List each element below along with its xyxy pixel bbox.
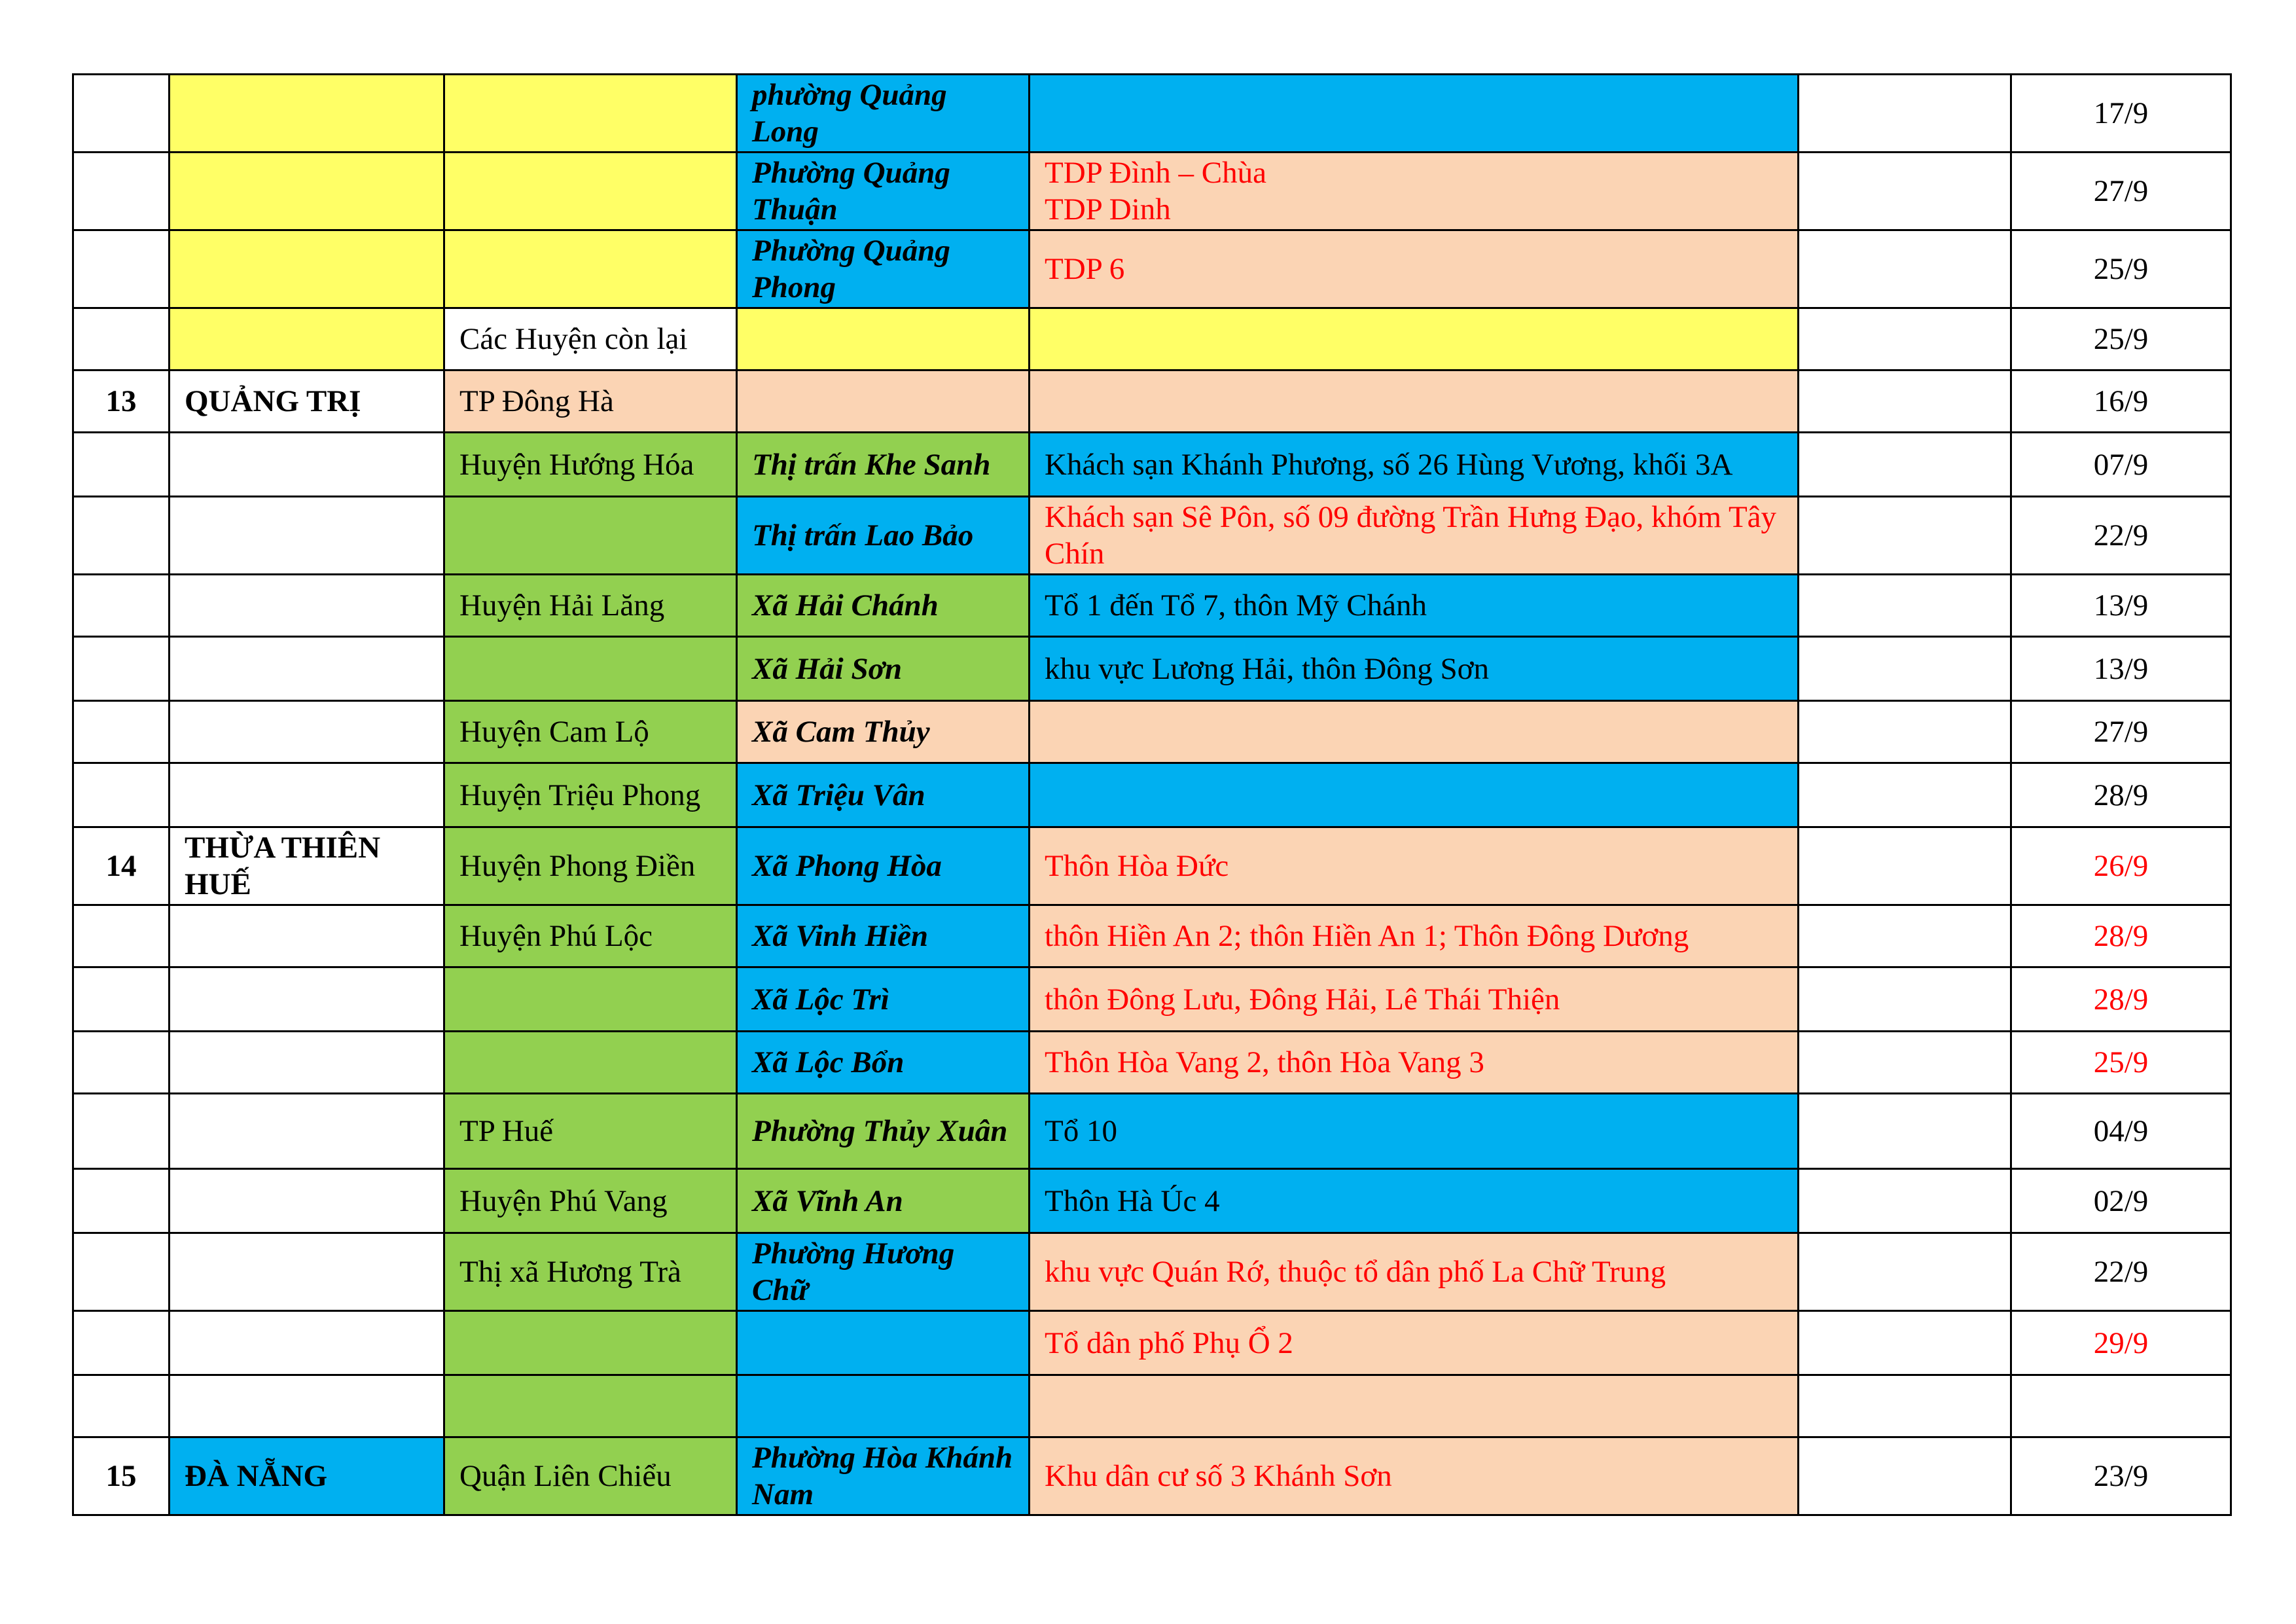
ward-cell: Phường Quảng Phong bbox=[737, 230, 1030, 308]
province-cell bbox=[170, 1375, 444, 1437]
stt-cell bbox=[73, 497, 170, 575]
location-cell bbox=[1030, 1169, 1799, 1233]
ward-cell: Thị trấn Lao Bảo bbox=[737, 497, 1030, 575]
location-cell bbox=[1030, 575, 1799, 637]
district-cell: TP Đông Hà bbox=[444, 370, 737, 433]
stt-cell bbox=[73, 433, 170, 497]
table-row bbox=[73, 701, 2231, 763]
table-row bbox=[73, 1169, 2231, 1233]
province-cell bbox=[170, 1032, 444, 1094]
ward-cell: Phường Quảng Thuận bbox=[737, 153, 1030, 230]
stt-cell bbox=[73, 701, 170, 763]
date-cell: 28/9 bbox=[2011, 967, 2231, 1032]
empty-cell bbox=[1799, 827, 2011, 905]
district-cell bbox=[444, 75, 737, 153]
ward-cell: Thị trấn Khe Sanh bbox=[737, 433, 1030, 497]
location-line: Tổ 1 đến Tổ 7, thôn Mỹ Chánh bbox=[1045, 588, 1427, 623]
stt-cell bbox=[73, 230, 170, 308]
province-cell bbox=[170, 905, 444, 967]
ward-cell: Xã Vinh Hiền bbox=[737, 905, 1030, 967]
empty-cell bbox=[1799, 370, 2011, 433]
date-cell: 25/9 bbox=[2011, 1032, 2231, 1094]
stt-cell bbox=[73, 905, 170, 967]
table-row bbox=[73, 637, 2231, 701]
empty-cell bbox=[1799, 1094, 2011, 1169]
stt-cell: 15 bbox=[73, 1437, 170, 1515]
location-line: Thôn Hà Úc 4 bbox=[1045, 1183, 1220, 1218]
location-cell bbox=[1030, 905, 1799, 967]
empty-cell bbox=[1799, 433, 2011, 497]
table-row bbox=[73, 370, 2231, 433]
stt-cell bbox=[73, 1094, 170, 1169]
table-row bbox=[73, 153, 2231, 230]
stt-cell bbox=[73, 1233, 170, 1311]
district-cell bbox=[444, 1032, 737, 1094]
date-cell: 25/9 bbox=[2011, 308, 2231, 370]
district-cell: Huyện Hướng Hóa bbox=[444, 433, 737, 497]
table-row bbox=[73, 763, 2231, 827]
location-cell bbox=[1030, 75, 1799, 153]
stt-cell: 13 bbox=[73, 370, 170, 433]
date-cell: 07/9 bbox=[2011, 433, 2231, 497]
district-cell: Quận Liên Chiểu bbox=[444, 1437, 737, 1515]
table-row bbox=[73, 1094, 2231, 1169]
location-cell bbox=[1030, 1233, 1799, 1311]
date-cell: 26/9 bbox=[2011, 827, 2231, 905]
stt-cell bbox=[73, 637, 170, 701]
stt-cell bbox=[73, 1032, 170, 1094]
empty-cell bbox=[1799, 75, 2011, 153]
date-cell: 13/9 bbox=[2011, 575, 2231, 637]
location-cell bbox=[1030, 1094, 1799, 1169]
province-cell bbox=[170, 575, 444, 637]
province-cell bbox=[170, 1094, 444, 1169]
location-line: Thôn Hòa Vang 2, thôn Hòa Vang 3 bbox=[1045, 1045, 1484, 1079]
date-cell: 22/9 bbox=[2011, 1233, 2231, 1311]
location-cell bbox=[1030, 763, 1799, 827]
ward-cell: Xã Hải Sơn bbox=[737, 637, 1030, 701]
table-row bbox=[73, 1311, 2231, 1375]
ward-cell: Phường Hương Chữ bbox=[737, 1233, 1030, 1311]
district-cell bbox=[444, 967, 737, 1032]
date-cell: 13/9 bbox=[2011, 637, 2231, 701]
district-cell bbox=[444, 497, 737, 575]
table-row bbox=[73, 308, 2231, 370]
table-row bbox=[73, 967, 2231, 1032]
empty-cell bbox=[1799, 763, 2011, 827]
stt-cell bbox=[73, 763, 170, 827]
province-cell bbox=[170, 153, 444, 230]
date-cell: 28/9 bbox=[2011, 763, 2231, 827]
district-cell bbox=[444, 1311, 737, 1375]
location-line: Tổ 10 bbox=[1045, 1114, 1117, 1148]
date-cell: 04/9 bbox=[2011, 1094, 2231, 1169]
province-cell bbox=[170, 308, 444, 370]
table-row bbox=[73, 1233, 2231, 1311]
location-cell bbox=[1030, 433, 1799, 497]
empty-cell bbox=[1799, 701, 2011, 763]
district-cell bbox=[444, 153, 737, 230]
empty-cell bbox=[1799, 1169, 2011, 1233]
location-line: Tổ dân phố Phụ Ổ 2 bbox=[1045, 1326, 1293, 1360]
table-row bbox=[73, 1032, 2231, 1094]
date-cell: 23/9 bbox=[2011, 1437, 2231, 1515]
table-row bbox=[73, 1375, 2231, 1437]
date-cell bbox=[2011, 1375, 2231, 1437]
ward-cell bbox=[737, 1311, 1030, 1375]
province-cell bbox=[170, 1233, 444, 1311]
location-line: Thôn Hòa Đức bbox=[1045, 849, 1229, 883]
ward-cell: Phường Thủy Xuân bbox=[737, 1094, 1030, 1169]
date-cell: 28/9 bbox=[2011, 905, 2231, 967]
ward-cell: Xã Hải Chánh bbox=[737, 575, 1030, 637]
table-row bbox=[73, 827, 2231, 905]
stt-cell bbox=[73, 308, 170, 370]
date-cell: 02/9 bbox=[2011, 1169, 2231, 1233]
ward-cell: Xã Vĩnh An bbox=[737, 1169, 1030, 1233]
table-row bbox=[73, 75, 2231, 153]
location-cell bbox=[1030, 1032, 1799, 1094]
location-line: Khu dân cư số 3 Khánh Sơn bbox=[1045, 1459, 1392, 1493]
date-cell: 16/9 bbox=[2011, 370, 2231, 433]
empty-cell bbox=[1799, 575, 2011, 637]
location-cell bbox=[1030, 827, 1799, 905]
district-cell: Huyện Phong Điền bbox=[444, 827, 737, 905]
table-row bbox=[73, 1437, 2231, 1515]
location-cell bbox=[1030, 370, 1799, 433]
ward-cell bbox=[737, 1375, 1030, 1437]
outbreak-locations-table bbox=[72, 73, 2232, 1516]
table-row bbox=[73, 230, 2231, 308]
empty-cell bbox=[1799, 967, 2011, 1032]
district-cell bbox=[444, 230, 737, 308]
empty-cell bbox=[1799, 497, 2011, 575]
district-cell: Huyện Hải Lăng bbox=[444, 575, 737, 637]
empty-cell bbox=[1799, 637, 2011, 701]
location-cell bbox=[1030, 967, 1799, 1032]
province-cell: THỪA THIÊN HUẾ bbox=[170, 827, 444, 905]
province-cell bbox=[170, 230, 444, 308]
empty-cell bbox=[1799, 905, 2011, 967]
location-line: khu vực Quán Rớ, thuộc tổ dân phố La Chữ Trung bbox=[1045, 1255, 1666, 1289]
location-line: TDP 6 bbox=[1045, 252, 1125, 286]
ward-cell: Phường Hòa Khánh Nam bbox=[737, 1437, 1030, 1515]
district-cell: Huyện Cam Lộ bbox=[444, 701, 737, 763]
empty-cell bbox=[1799, 1375, 2011, 1437]
province-cell bbox=[170, 1169, 444, 1233]
stt-cell bbox=[73, 75, 170, 153]
stt-cell bbox=[73, 1375, 170, 1437]
province-cell: QUẢNG TRỊ bbox=[170, 370, 444, 433]
empty-cell bbox=[1799, 1311, 2011, 1375]
ward-cell bbox=[737, 308, 1030, 370]
district-cell: Các Huyện còn lại bbox=[444, 308, 737, 370]
ward-cell: Xã Lộc Bổn bbox=[737, 1032, 1030, 1094]
stt-cell bbox=[73, 575, 170, 637]
province-cell bbox=[170, 497, 444, 575]
province-cell bbox=[170, 433, 444, 497]
province-cell bbox=[170, 1311, 444, 1375]
stt-cell bbox=[73, 153, 170, 230]
empty-cell bbox=[1799, 1233, 2011, 1311]
district-cell: Huyện Phú Lộc bbox=[444, 905, 737, 967]
province-cell bbox=[170, 967, 444, 1032]
ward-cell: Xã Cam Thủy bbox=[737, 701, 1030, 763]
province-cell bbox=[170, 763, 444, 827]
province-cell bbox=[170, 75, 444, 153]
table-row bbox=[73, 433, 2231, 497]
date-cell: 25/9 bbox=[2011, 230, 2231, 308]
empty-cell bbox=[1799, 153, 2011, 230]
empty-cell bbox=[1799, 1437, 2011, 1515]
table-row bbox=[73, 497, 2231, 575]
district-cell: TP Huế bbox=[444, 1094, 737, 1169]
date-cell: 27/9 bbox=[2011, 153, 2231, 230]
district-cell: Thị xã Hương Trà bbox=[444, 1233, 737, 1311]
table-body bbox=[73, 75, 2231, 1515]
district-cell: Huyện Triệu Phong bbox=[444, 763, 737, 827]
district-cell: Huyện Phú Vang bbox=[444, 1169, 737, 1233]
location-line: Khách sạn Khánh Phương, số 26 Hùng Vương, khối 3A bbox=[1045, 447, 1733, 482]
location-line: TDP Dinh bbox=[1045, 192, 1171, 226]
empty-cell bbox=[1799, 230, 2011, 308]
ward-cell: Xã Triệu Vân bbox=[737, 763, 1030, 827]
location-line: Khách sạn Sê Pôn, số 09 đường Trần Hưng Đạo, khóm Tây Chín bbox=[1045, 500, 1777, 571]
location-line: khu vực Lương Hải, thôn Đông Sơn bbox=[1045, 651, 1489, 686]
location-cell bbox=[1030, 1375, 1799, 1437]
ward-cell: phường Quảng Long bbox=[737, 75, 1030, 153]
location-cell bbox=[1030, 308, 1799, 370]
date-cell: 17/9 bbox=[2011, 75, 2231, 153]
empty-cell bbox=[1799, 1032, 2011, 1094]
table-row bbox=[73, 575, 2231, 637]
location-line: thôn Hiền An 2; thôn Hiền An 1; Thôn Đông Dương bbox=[1045, 919, 1689, 953]
province-cell: ĐÀ NẴNG bbox=[170, 1437, 444, 1515]
location-cell bbox=[1030, 153, 1799, 230]
table-row bbox=[73, 905, 2231, 967]
location-line: TDP Đình – Chùa bbox=[1045, 156, 1267, 190]
stt-cell: 14 bbox=[73, 827, 170, 905]
district-cell bbox=[444, 1375, 737, 1437]
stt-cell bbox=[73, 1169, 170, 1233]
district-cell bbox=[444, 637, 737, 701]
date-cell: 29/9 bbox=[2011, 1311, 2231, 1375]
location-cell bbox=[1030, 701, 1799, 763]
province-cell bbox=[170, 637, 444, 701]
province-cell bbox=[170, 701, 444, 763]
stt-cell bbox=[73, 967, 170, 1032]
location-cell bbox=[1030, 1437, 1799, 1515]
location-cell bbox=[1030, 497, 1799, 575]
empty-cell bbox=[1799, 308, 2011, 370]
ward-cell: Xã Lộc Trì bbox=[737, 967, 1030, 1032]
date-cell: 22/9 bbox=[2011, 497, 2231, 575]
location-cell bbox=[1030, 230, 1799, 308]
location-line: thôn Đông Lưu, Đông Hải, Lê Thái Thiện bbox=[1045, 982, 1560, 1017]
date-cell: 27/9 bbox=[2011, 701, 2231, 763]
stt-cell bbox=[73, 1311, 170, 1375]
ward-cell: Xã Phong Hòa bbox=[737, 827, 1030, 905]
location-cell bbox=[1030, 637, 1799, 701]
location-cell bbox=[1030, 1311, 1799, 1375]
ward-cell bbox=[737, 370, 1030, 433]
